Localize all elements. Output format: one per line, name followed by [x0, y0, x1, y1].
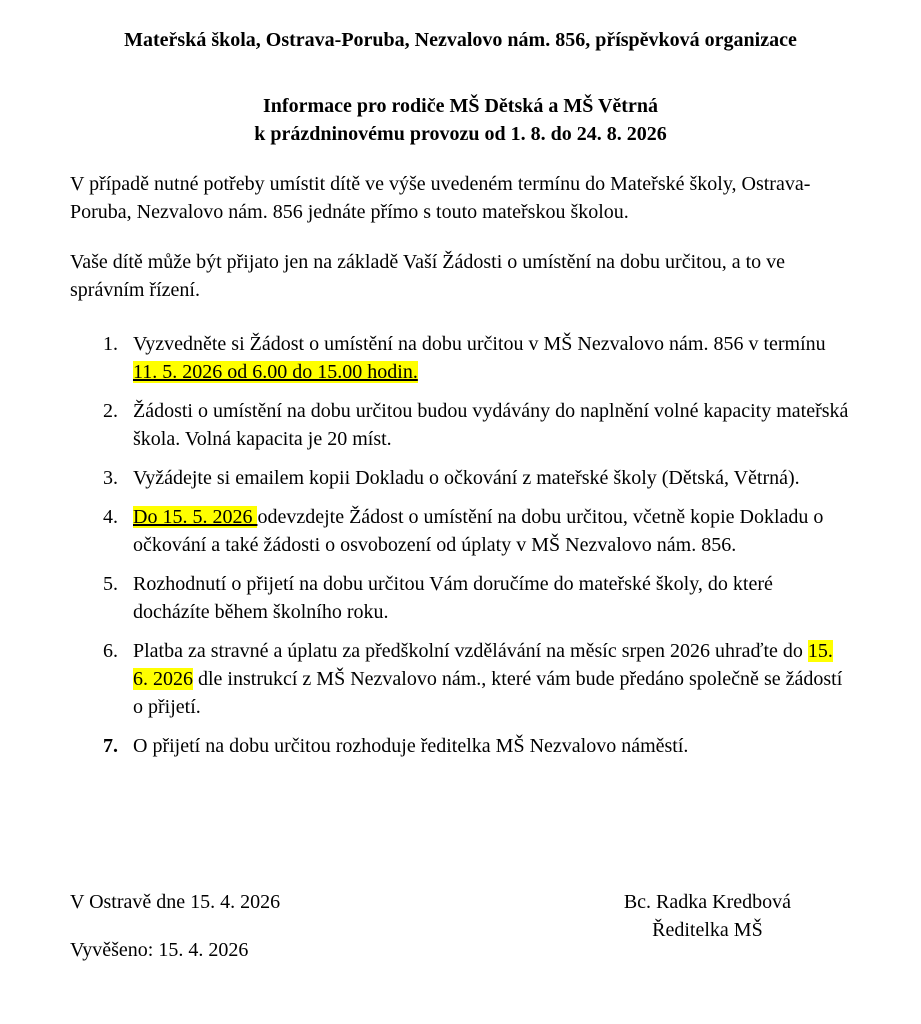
list-item-6-segment-2: dle instrukcí z MŠ Nezvalovo nám., které vám bude předáno společně se žádostí o přijetí. [133, 668, 843, 718]
list-item-6 [103, 637, 851, 721]
highlighted-pickup-date: 11. 5. 2026 od 6.00 do 15.00 hodin. [133, 361, 418, 383]
document-title [70, 92, 851, 148]
list-item-1-segment: Vyzvedněte si Žádost o umístění na dobu určitou v MŠ Nezvalovo nám. 856 v termínu [133, 333, 826, 355]
list-item-4-segment: odevzdejte Žádost o umístění na dobu určitou, včetně kopie Dokladu o očkování a také žádosti o osvobození od úplaty v MŠ Nezvalovo nám. 856. [133, 506, 824, 556]
intro-paragraph-1: V případě nutné potřeby umístit dítě ve výše uvedeném termínu do Mateřské školy, Ostrava-Poruba, Nezvalovo nám. 856 jednáte přímo s touto mateřskou školou. [70, 173, 811, 223]
document-title-line2: k prázdninovému provozu od 1. 8. do 24. 8. 2026 [254, 123, 667, 145]
list-item-1-number: 1. [103, 333, 118, 355]
list-item-7-text: O přijetí na dobu určitou rozhoduje ředitelka MŠ Nezvalovo náměstí. [133, 735, 689, 757]
highlighted-deadline-date: Do 15. 5. 2026 [133, 506, 258, 528]
document-title-line1: Informace pro rodiče MŠ Dětská a MŠ Větrná [263, 95, 658, 117]
list-item-4 [103, 503, 851, 559]
list-item-5-number: 5. [103, 573, 118, 595]
list-item-1-text [133, 330, 851, 386]
list-item-3-text: Vyžádejte si emailem kopii Dokladu o očkování z mateřské školy (Dětská, Větrná). [133, 467, 800, 489]
place-date-line: V Ostravě dne 15. 4. 2026 [70, 891, 281, 913]
list-item-2 [103, 397, 851, 453]
intro-paragraph-2: Vaše dítě může být přijato jen na základě Vaší Žádosti o umístění na dobu určitou, a to ve správním řízení. [70, 251, 785, 301]
numbered-list [103, 330, 851, 760]
organization-title: Mateřská škola, Ostrava-Poruba, Nezvalovo nám. 856, příspěvková organizace [124, 29, 797, 51]
list-item-1 [103, 330, 851, 386]
list-item-3-number: 3. [103, 467, 118, 489]
highlighted-payment-date: 15. 6. 2026 [133, 640, 833, 690]
signatory-name: Bc. Radka Kredbová [623, 891, 791, 913]
list-item-6-segment-1: Platba za stravné a úplatu za předškolní vzdělávání na měsíc srpen 2026 uhraďte do [133, 640, 808, 662]
list-item-4-text [133, 503, 851, 559]
list-item-3 [103, 464, 851, 492]
list-item-7 [103, 732, 851, 760]
footer-left-column [70, 888, 280, 964]
signatory-title: Ředitelka MŠ [652, 919, 763, 941]
list-item-5-text: Rozhodnutí o přijetí na dobu určitou Vám doručíme do mateřské školy, do které docházíte během školního roku. [133, 573, 773, 623]
list-item-2-number: 2. [103, 400, 118, 422]
list-item-7-number: 7. [103, 735, 118, 757]
footer-right-column [624, 888, 791, 944]
posted-date-line: Vyvěšeno: 15. 4. 2026 [70, 939, 249, 961]
signature-block [70, 888, 851, 964]
list-item-6-number: 6. [103, 640, 118, 662]
list-item-2-text: Žádosti o umístění na dobu určitou budou vydávány do naplnění volné kapacity mateřská škola. Volná kapacita je 20 míst. [133, 400, 849, 450]
list-item-4-number: 4. [103, 506, 118, 528]
list-item-6-text [133, 637, 851, 721]
list-item-5 [103, 570, 851, 626]
